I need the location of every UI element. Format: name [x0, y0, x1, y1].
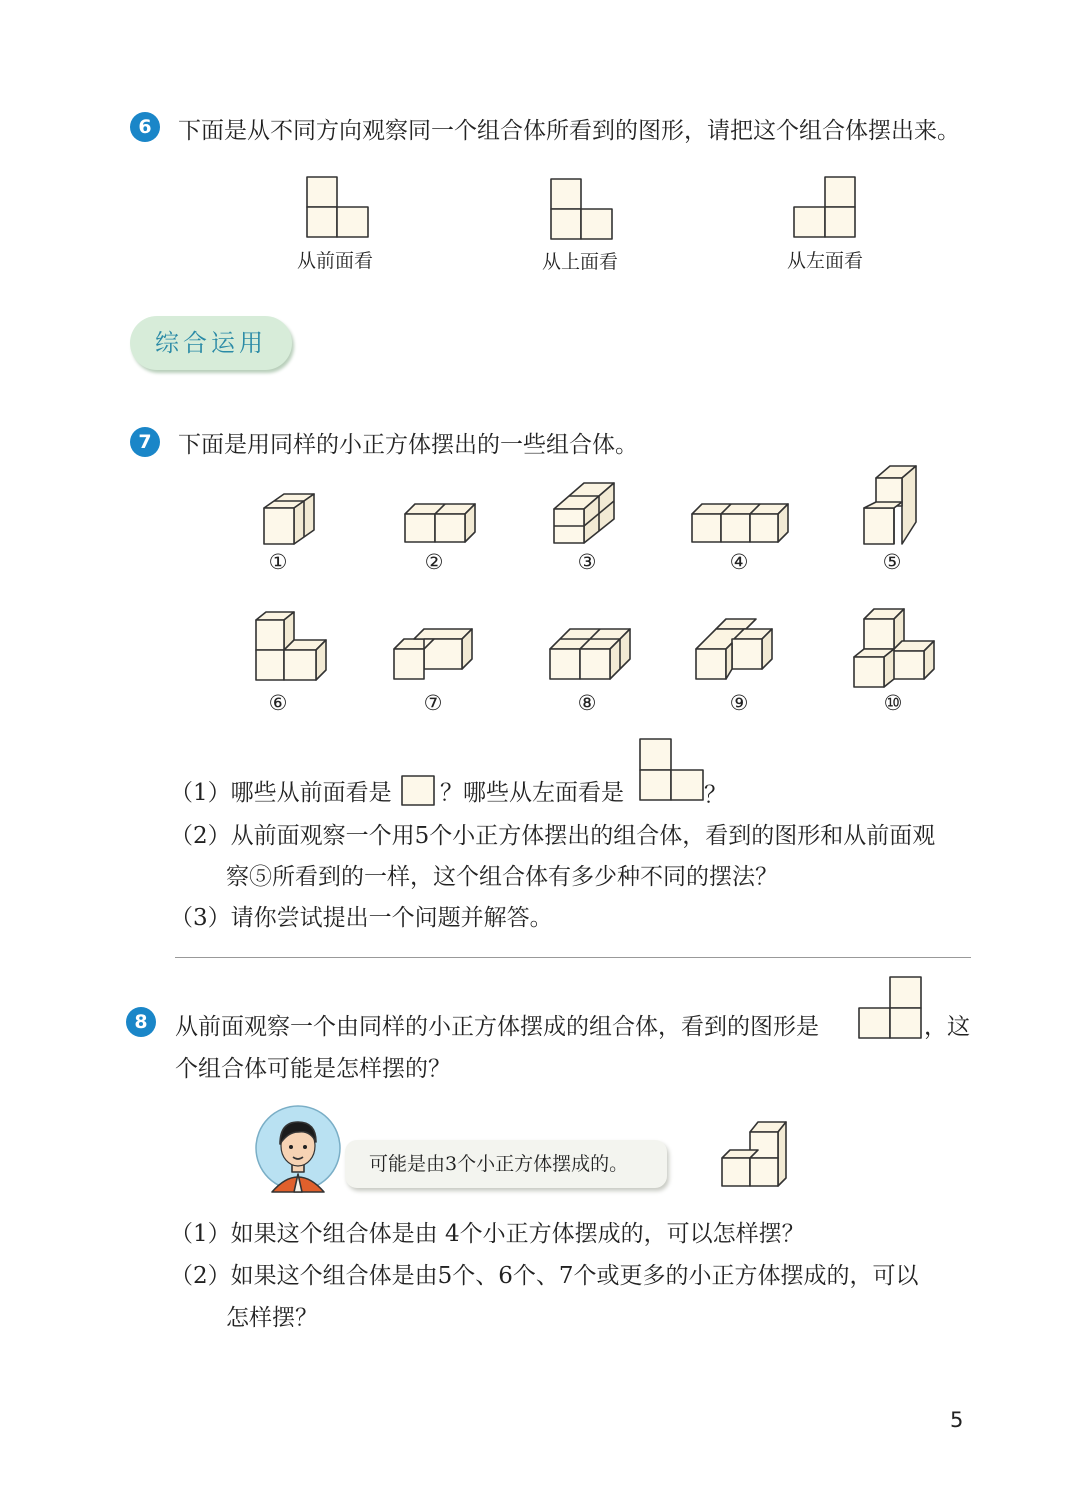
q8-sub2-line1: （2）如果这个组合体是由5个、6个、7个或更多的小正方体摆成的，可以 [170, 1263, 919, 1289]
question-8-line1-part-a: 从前面观察一个由同样的小正方体摆成的组合体，看到的图形是 [175, 1014, 819, 1040]
solid-figure-2 [403, 502, 477, 546]
solid-figure-4 [690, 502, 790, 546]
child-avatar-illustration [254, 1104, 342, 1192]
three-cube-solid-figure [720, 1120, 790, 1190]
speech-bubble: 可能是由3个小正方体摆成的。 [345, 1140, 667, 1188]
solid-label-5: ⑤ [882, 550, 902, 574]
question-7-number: 7 [130, 427, 160, 457]
solid-figure-7 [392, 627, 474, 681]
question-8-number: 8 [126, 1007, 156, 1037]
solid-label-9: ⑨ [729, 691, 749, 715]
solid-figure-6 [254, 610, 328, 682]
solid-figure-5 [862, 464, 920, 546]
section-title-badge: 综合运用 [130, 316, 292, 370]
solid-figure-1 [262, 492, 320, 546]
solid-label-4: ④ [729, 550, 749, 574]
q7-sub1-part-a: （1）哪些从前面看是 [170, 780, 392, 806]
section-divider [175, 957, 971, 958]
view-caption-left: 从左面看 [786, 250, 863, 272]
q7-sub3: （3）请你尝试提出一个问题并解答。 [170, 905, 553, 931]
q8-sub2-line2: 怎样摆？ [226, 1305, 318, 1331]
solid-label-10: ⑩ [883, 691, 903, 715]
solid-figure-10 [852, 605, 936, 689]
q7-sub2-line1: （2）从前面观察一个用5个小正方体摆出的组合体，看到的图形和从前面观 [170, 823, 936, 849]
left-view-figure [793, 176, 857, 238]
l-shape-left-view-figure [639, 738, 705, 802]
q8-sub1: （1）如果这个组合体是由 4个小正方体摆成的，可以怎样摆？ [170, 1221, 805, 1247]
solid-figure-3 [552, 481, 618, 545]
view-caption-top: 从上面看 [541, 251, 618, 273]
single-square-figure [401, 775, 437, 807]
q7-sub1-part-b: ？哪些从左面看是 [440, 780, 624, 806]
solid-label-6: ⑥ [268, 691, 288, 715]
solid-label-7: ⑦ [423, 691, 443, 715]
solid-figure-8 [548, 627, 632, 681]
top-view-figure [550, 178, 614, 240]
solid-figure-9 [694, 617, 776, 681]
solid-label-1: ① [268, 550, 288, 574]
q7-sub1-part-c: ？ [704, 782, 727, 808]
view-caption-front: 从前面看 [296, 250, 373, 272]
question-8-line1-part-b: ，这 [924, 1014, 970, 1040]
solid-label-3: ③ [577, 550, 597, 574]
solid-label-2: ② [424, 550, 444, 574]
question-6-text: 下面是从不同方向观察同一个组合体所看到的图形，请把这个组合体摆出来。 [178, 118, 960, 144]
front-view-figure [306, 176, 370, 238]
solid-label-8: ⑧ [577, 691, 597, 715]
question-7-text: 下面是用同样的小正方体摆出的一些组合体。 [178, 432, 638, 458]
question-8-line2: 个组合体可能是怎样摆的？ [175, 1056, 451, 1082]
q8-front-view-figure [858, 976, 924, 1040]
page-number: 5 [950, 1408, 964, 1432]
q7-sub2-line2: 察⑤所看到的一样，这个组合体有多少种不同的摆法？ [226, 864, 778, 890]
question-6-number: 6 [130, 112, 160, 142]
